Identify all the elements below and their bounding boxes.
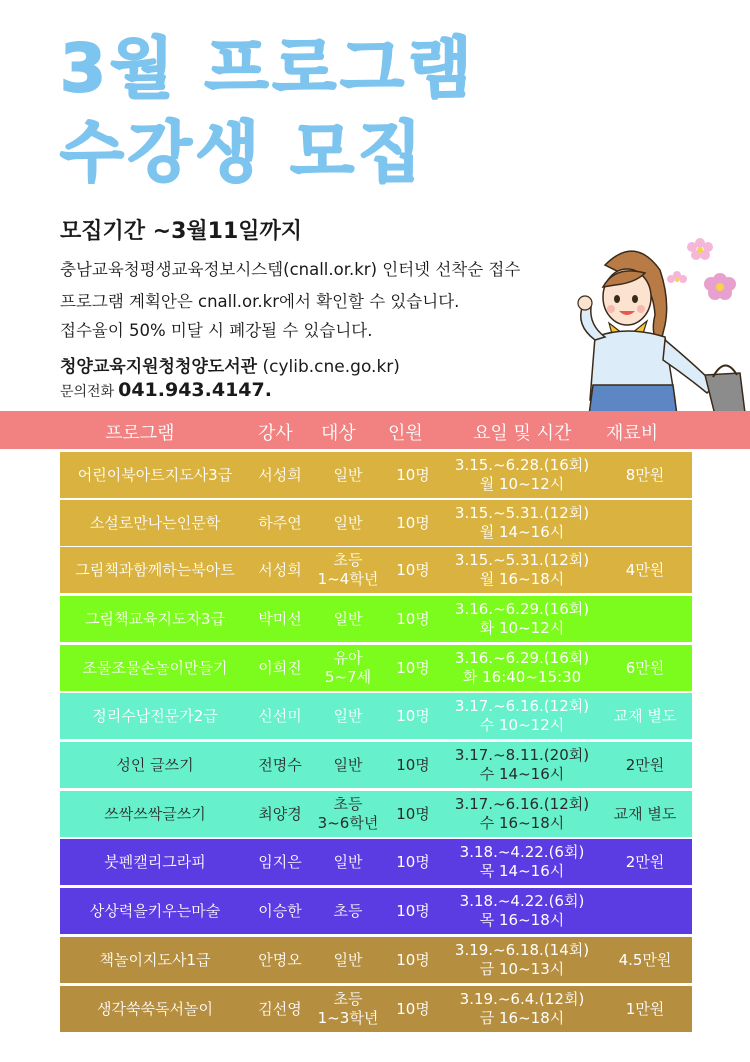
table-row bbox=[60, 937, 692, 983]
schedule-cell bbox=[442, 645, 602, 691]
schedule-cell-text: 수 16~18시 bbox=[479, 814, 565, 832]
schedule-cell bbox=[442, 500, 602, 546]
capacity-cell-text: 10명 bbox=[396, 950, 430, 969]
fee-cell bbox=[600, 742, 690, 788]
target-cell bbox=[312, 547, 384, 593]
target-cell-text: 유아 bbox=[333, 649, 363, 667]
target-cell-text: 5~7세 bbox=[324, 668, 372, 686]
capacity-cell-text: 10명 bbox=[396, 706, 430, 725]
schedule-cell-text: 목 16~18시 bbox=[479, 911, 565, 929]
table-row bbox=[60, 888, 692, 934]
schedule-cell bbox=[442, 937, 602, 983]
target-cell-text: 일반 bbox=[333, 706, 363, 725]
target-cell bbox=[312, 742, 384, 788]
fee-cell-text: 1만원 bbox=[625, 999, 665, 1018]
fee-cell-text: 4.5만원 bbox=[618, 950, 672, 969]
info-line-2: 프로그램 계획안은 cnall.or.kr에서 확인할 수 있습니다. bbox=[60, 292, 460, 311]
program-cell bbox=[60, 547, 250, 593]
capacity-cell-text: 10명 bbox=[396, 658, 430, 677]
instructor-cell-text: 서성희 bbox=[258, 465, 302, 484]
capacity-cell-text: 10명 bbox=[396, 901, 430, 920]
program-cell bbox=[60, 791, 250, 837]
instructor-cell-text: 전명수 bbox=[258, 755, 302, 774]
capacity-cell bbox=[384, 500, 442, 546]
fee-cell bbox=[600, 791, 690, 837]
instructor-cell bbox=[248, 547, 312, 593]
header-schedule: 요일 및 시간 bbox=[473, 423, 572, 444]
program-cell-text: 상상력을키우는마술 bbox=[89, 901, 221, 920]
library-info bbox=[60, 352, 400, 377]
table-row bbox=[60, 452, 692, 498]
target-cell bbox=[312, 791, 384, 837]
instructor-cell bbox=[248, 500, 312, 546]
target-cell-text: 초등 bbox=[333, 990, 363, 1008]
phone-number: 041.943.4147. bbox=[118, 379, 272, 401]
program-cell-text: 정리수납전문가2급 bbox=[92, 706, 218, 725]
fee-cell bbox=[600, 888, 690, 934]
schedule-cell-text: 화 16:40~15:30 bbox=[462, 668, 582, 686]
capacity-cell-text: 10명 bbox=[396, 804, 430, 823]
capacity-cell-text: 10명 bbox=[396, 513, 430, 532]
capacity-cell bbox=[384, 742, 442, 788]
schedule-cell-text: 수 14~16시 bbox=[479, 765, 565, 783]
target-cell-text: 1~3학년 bbox=[317, 1009, 379, 1027]
program-cell bbox=[60, 645, 250, 691]
target-cell-text: 3~6학년 bbox=[317, 814, 379, 832]
schedule-cell-text: 3.15.~6.28.(16회) bbox=[454, 456, 590, 474]
capacity-cell-text: 10명 bbox=[396, 755, 430, 774]
table-row bbox=[60, 693, 692, 739]
instructor-cell-text: 안명오 bbox=[258, 950, 302, 969]
table-row bbox=[60, 596, 692, 642]
header-fee: 재료비 bbox=[606, 423, 659, 444]
instructor-cell bbox=[248, 986, 312, 1032]
schedule-cell-text: 3.16.~6.29.(16회) bbox=[454, 600, 590, 618]
program-cell-text: 책놀이지도사1급 bbox=[99, 950, 211, 969]
table-row bbox=[60, 742, 692, 788]
capacity-cell bbox=[384, 937, 442, 983]
capacity-cell bbox=[384, 986, 442, 1032]
schedule-cell-text: 3.19.~6.4.(12회) bbox=[459, 990, 585, 1008]
schedule-cell-text: 금 16~18시 bbox=[479, 1009, 565, 1027]
instructor-cell-text: 최양경 bbox=[258, 804, 302, 823]
flower-icon bbox=[667, 238, 736, 300]
target-cell bbox=[312, 937, 384, 983]
capacity-cell bbox=[384, 791, 442, 837]
fee-cell-text: 2만원 bbox=[625, 755, 665, 774]
fee-cell-text: 6만원 bbox=[625, 658, 665, 677]
target-cell bbox=[312, 986, 384, 1032]
target-cell-text: 초등 bbox=[333, 795, 363, 813]
capacity-cell-text: 10명 bbox=[396, 465, 430, 484]
fee-cell bbox=[600, 839, 690, 885]
title-line-2: 수강생 모집 bbox=[60, 114, 426, 191]
program-cell-text: 쓰싹쓰싹글쓰기 bbox=[104, 804, 206, 823]
fee-cell bbox=[600, 986, 690, 1032]
recruit-period: 모집기간 ~3월11일까지 bbox=[60, 219, 303, 244]
program-cell bbox=[60, 452, 250, 498]
schedule-cell-text: 3.18.~4.22.(6회) bbox=[459, 843, 585, 861]
capacity-cell bbox=[384, 452, 442, 498]
header-instructor: 강사 bbox=[258, 423, 293, 444]
schedule-cell bbox=[442, 986, 602, 1032]
target-cell-text: 일반 bbox=[333, 513, 363, 532]
schedule-cell bbox=[442, 888, 602, 934]
program-cell bbox=[60, 693, 250, 739]
program-cell bbox=[60, 986, 250, 1032]
fee-cell-text: 8만원 bbox=[625, 465, 665, 484]
fee-cell bbox=[600, 452, 690, 498]
instructor-cell-text: 하주연 bbox=[258, 513, 302, 532]
fee-cell bbox=[600, 693, 690, 739]
program-cell-text: 조물조물손놀이만들기 bbox=[82, 658, 228, 677]
schedule-cell-text: 3.18.~4.22.(6회) bbox=[459, 892, 585, 910]
instructor-cell-text: 임지은 bbox=[258, 852, 302, 871]
instructor-cell bbox=[248, 693, 312, 739]
schedule-cell bbox=[442, 742, 602, 788]
target-cell-text: 일반 bbox=[333, 852, 363, 871]
target-cell-text: 일반 bbox=[333, 950, 363, 969]
target-cell bbox=[312, 500, 384, 546]
capacity-cell-text: 10명 bbox=[396, 609, 430, 628]
program-cell bbox=[60, 937, 250, 983]
instructor-cell bbox=[248, 452, 312, 498]
program-cell-text: 붓펜캘리그라피 bbox=[104, 852, 206, 871]
target-cell bbox=[312, 888, 384, 934]
target-cell bbox=[312, 693, 384, 739]
fee-cell bbox=[600, 500, 690, 546]
schedule-cell bbox=[442, 547, 602, 593]
schedule-cell bbox=[442, 596, 602, 642]
header-program: 프로그램 bbox=[105, 423, 175, 444]
info-line-3: 접수율이 50% 미달 시 폐강될 수 있습니다. bbox=[60, 321, 373, 340]
instructor-cell bbox=[248, 791, 312, 837]
schedule-cell-text: 월 16~18시 bbox=[479, 570, 565, 588]
table-row bbox=[60, 791, 692, 837]
program-cell bbox=[60, 888, 250, 934]
schedule-cell-text: 3.19.~6.18.(14회) bbox=[454, 941, 590, 959]
capacity-cell-text: 10명 bbox=[396, 560, 430, 579]
schedule-cell bbox=[442, 839, 602, 885]
schedule-cell-text: 월 14~16시 bbox=[479, 523, 565, 541]
program-cell bbox=[60, 742, 250, 788]
program-cell bbox=[60, 839, 250, 885]
program-cell-text: 그림책교육지도자3급 bbox=[85, 609, 225, 628]
schedule-cell-text: 3.15.~5.31.(12회) bbox=[454, 551, 590, 569]
schedule-cell-text: 3.16.~6.29.(16회) bbox=[454, 649, 590, 667]
fee-cell bbox=[600, 596, 690, 642]
instructor-cell-text: 이승한 bbox=[258, 901, 302, 920]
table-row bbox=[60, 547, 692, 593]
fee-cell bbox=[600, 645, 690, 691]
program-cell-text: 그림책과함께하는북아트 bbox=[75, 560, 235, 579]
table-header bbox=[0, 411, 750, 449]
capacity-cell-text: 10명 bbox=[396, 999, 430, 1018]
schedule-cell-text: 3.17.~8.11.(20회) bbox=[454, 746, 590, 764]
info-line-1: 충남교육청평생교육정보시스템(cnall.or.kr) 인터넷 선착순 접수 bbox=[60, 260, 521, 279]
table-row bbox=[60, 986, 692, 1032]
target-cell-text: 1~4학년 bbox=[317, 570, 379, 588]
target-cell-text: 초등 bbox=[333, 901, 363, 920]
instructor-cell bbox=[248, 937, 312, 983]
schedule-cell-text: 3.17.~6.16.(12회) bbox=[454, 697, 590, 715]
target-cell bbox=[312, 839, 384, 885]
program-cell bbox=[60, 596, 250, 642]
title-line-1: 3월 프로그램 bbox=[60, 30, 476, 107]
header-capacity: 인원 bbox=[388, 423, 423, 444]
program-cell-text: 생각쑥쑥독서놀이 bbox=[97, 999, 213, 1018]
program-cell-text: 성인 글쓰기 bbox=[116, 755, 194, 774]
fee-cell-text: 교재 별도 bbox=[613, 804, 677, 823]
instructor-cell bbox=[248, 839, 312, 885]
target-cell-text: 일반 bbox=[333, 609, 363, 628]
schedule-cell-text: 화 10~12시 bbox=[479, 619, 565, 637]
schedule-cell bbox=[442, 452, 602, 498]
fee-cell-text: 교재 별도 bbox=[613, 706, 677, 725]
capacity-cell bbox=[384, 547, 442, 593]
target-cell-text: 일반 bbox=[333, 755, 363, 774]
capacity-cell bbox=[384, 888, 442, 934]
schedule-cell-text: 목 14~16시 bbox=[479, 862, 565, 880]
header-target: 대상 bbox=[321, 423, 356, 444]
schedule-cell-text: 3.17.~6.16.(12회) bbox=[454, 795, 590, 813]
fee-cell bbox=[600, 937, 690, 983]
instructor-cell-text: 서성희 bbox=[258, 560, 302, 579]
instructor-cell-text: 박미선 bbox=[258, 609, 302, 628]
target-cell bbox=[312, 596, 384, 642]
schedule-cell-text: 3.15.~5.31.(12회) bbox=[454, 504, 590, 522]
capacity-cell bbox=[384, 839, 442, 885]
fee-cell bbox=[600, 547, 690, 593]
library-url: (cylib.cne.go.kr) bbox=[262, 357, 400, 377]
phone-info bbox=[60, 379, 272, 401]
target-cell-text: 초등 bbox=[333, 551, 363, 569]
instructor-cell bbox=[248, 742, 312, 788]
program-cell-text: 소설로만나는인문학 bbox=[89, 513, 221, 532]
table-row bbox=[60, 645, 692, 691]
capacity-cell-text: 10명 bbox=[396, 852, 430, 871]
phone-label: 문의전화 bbox=[60, 384, 115, 400]
schedule-cell-text: 수 10~12시 bbox=[479, 716, 565, 734]
target-cell bbox=[312, 452, 384, 498]
schedule-cell bbox=[442, 693, 602, 739]
target-cell-text: 일반 bbox=[333, 465, 363, 484]
library-name: 청양교육지원청청양도서관 bbox=[60, 357, 258, 377]
capacity-cell bbox=[384, 645, 442, 691]
instructor-cell bbox=[248, 645, 312, 691]
girl-illustration bbox=[565, 225, 750, 415]
fee-cell-text: 2만원 bbox=[625, 852, 665, 871]
schedule-cell-text: 월 10~12시 bbox=[479, 475, 565, 493]
schedule-cell bbox=[442, 791, 602, 837]
table-row bbox=[60, 500, 692, 546]
instructor-cell bbox=[248, 596, 312, 642]
schedule-cell-text: 금 10~13시 bbox=[479, 960, 565, 978]
instructor-cell-text: 김선영 bbox=[258, 999, 302, 1018]
capacity-cell bbox=[384, 596, 442, 642]
instructor-cell-text: 이희진 bbox=[258, 658, 302, 677]
instructor-cell bbox=[248, 888, 312, 934]
fee-cell-text: 4만원 bbox=[625, 560, 665, 579]
program-cell-text: 어린이북아트지도사3급 bbox=[77, 465, 233, 484]
target-cell bbox=[312, 645, 384, 691]
program-cell bbox=[60, 500, 250, 546]
instructor-cell-text: 신선미 bbox=[258, 706, 302, 725]
capacity-cell bbox=[384, 693, 442, 739]
table-row bbox=[60, 839, 692, 885]
